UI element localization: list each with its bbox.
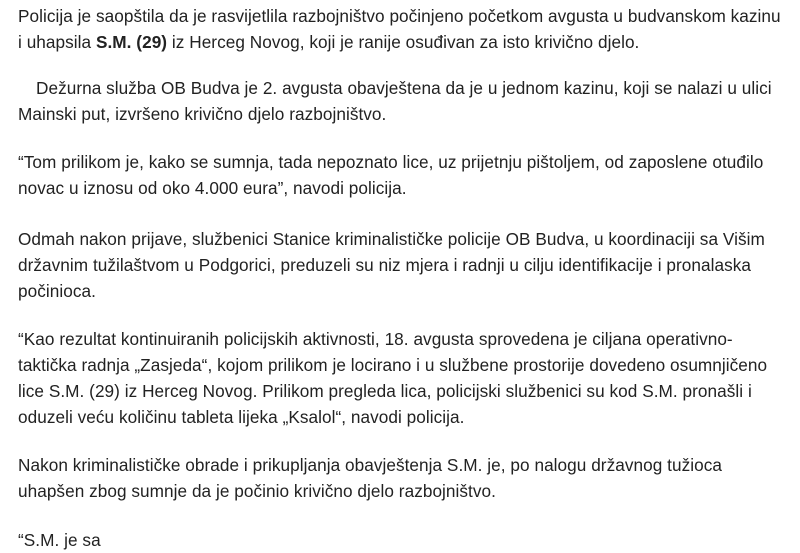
article-paragraph-4: Odmah nakon prijave, službenici Stanice kriminalističke policije OB Budva, u koordinaciji sa Višim državnim tužilaštvom u Podgorici, preduzeli su niz mjera i radnji u cilju identifikacije i pronalaska počinioca. bbox=[18, 229, 765, 301]
article-paragraph-6: Nakon kriminalističke obrade i prikupljanja obavještenja S.M. je, po nalogu državnog tužioca uhapšen zbog sumnje da je počinio krivično djelo razbojništvo. bbox=[18, 455, 722, 501]
article-paragraph-5: “Kao rezultat kontinuiranih policijskih aktivnosti, 18. avgusta sprovedena je ciljana operativno-taktička radnja „Zasjeda“, kojom prilikom je locirano i u službene prostorije dovedeno osumnjičeno lice S.M. (29) iz Herceg Novog. Prilikom pregleda lica, policijski službenici su kod S.M. pronašli i oduzeli veću količinu tableta lijeka „Ksalol“, navodi policija. bbox=[18, 329, 768, 427]
article-paragraph-2: Dežurna služba OB Budva je 2. avgusta obavještena da je u jednom kazinu, koji se nalazi u ulici Mainski put, izvršeno krivično djelo razbojništvo. bbox=[18, 78, 772, 124]
paragraph-1-text-end: iz Herceg Novog, koji je ranije osuđivan za isto krivično djelo. bbox=[167, 32, 640, 52]
article-paragraph-3: “Tom prilikom je, kako se sumnja, tada nepoznato lice, uz prijetnju pištoljem, od zaposlene otuđilo novac u iznosu od oko 4.000 eura”, navodi policija. bbox=[18, 152, 764, 198]
suspect-initials: S.M. (29) bbox=[95, 32, 168, 52]
article-paragraph-1 bbox=[18, 3, 784, 55]
article-paragraph-7: “S.M. je sa bbox=[18, 530, 101, 550]
paragraph-1-text-start: Policija je saopštila da je rasvijetlila razbojništvo počinjeno početkom avgusta u budvanskom kazinu i uhapsila bbox=[18, 6, 781, 52]
